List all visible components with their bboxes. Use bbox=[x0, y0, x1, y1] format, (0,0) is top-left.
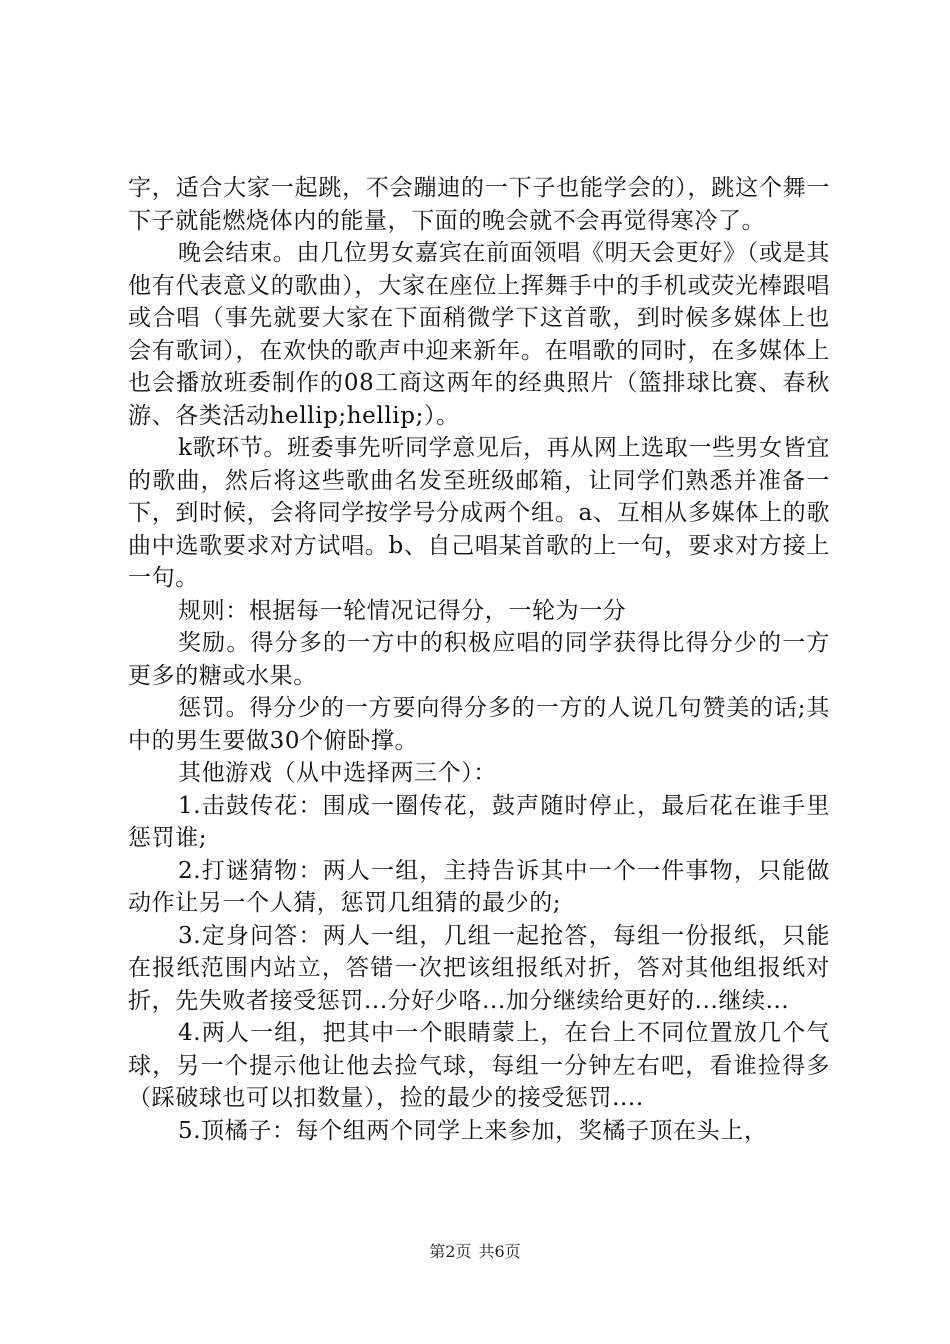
paragraph-karaoke: k歌环节。班委事先听同学意见后，再从网上选取一些男女皆宜的歌曲，然后将这些歌曲名发至班级邮箱，让同学们熟悉并准备一下，到时候，会将同学按学号分成两个组。a、互相从多媒体上的歌曲中选歌要求对方试唱。b、自己唱某首歌的上一句，要求对方接上一句。 bbox=[128, 435, 830, 591]
paragraph-other-games: 其他游戏（从中选择两三个）： bbox=[178, 760, 497, 786]
page-total: 共6页 bbox=[478, 1242, 521, 1261]
paragraph-reward: 奖励。得分多的一方中的积极应唱的同学获得比得分少的一方更多的糖或水果。 bbox=[128, 630, 830, 689]
page-number: 第2页 bbox=[429, 1242, 472, 1261]
paragraph-continuation: 字，适合大家一起跳，不会蹦迪的一下子也能学会的），跳这个舞一下子就能燃烧体内的能量，下面的晚会就不会再觉得寒冷了。 bbox=[128, 175, 830, 234]
list-item-game-5: 5.顶橘子：每个组两个同学上来参加，奖橘子顶在头上， bbox=[178, 1117, 768, 1144]
paragraph-party-end: 晚会结束。由几位男女嘉宾在前面领唱《明天会更好》（或是其他有代表意义的歌曲），大家在座位上挥舞手中的手机或荧光棒跟唱或合唱（事先就要大家在下面稍微学下这首歌，到时候多媒体上也会有歌词），在欢快的歌声中迎来新年。在唱歌的同时，在多媒体上也会播放班委制作的08工商这两年的经典照片（篮排球比赛、春秋游、各类活动hellip;hellip;）。 bbox=[128, 240, 830, 429]
list-item-game-3: 3.定身问答：两人一组，几组一起抢答，每组一份报纸，只能在报纸范围内站立，答错一次把该组报纸对折，答对其他组报纸对折，先失败者接受惩罚...分好少咯...加分继续给更好的...继续... bbox=[128, 922, 830, 1014]
paragraph-rules: 规则：根据每一轮情况记得分，一轮为一分 bbox=[178, 597, 627, 624]
list-item-game-1: 1.击鼓传花：围成一圈传花，鼓声随时停止，最后花在谁手里惩罚谁; bbox=[128, 792, 830, 851]
paragraph-penalty: 惩罚。得分少的一方要向得分多的一方的人说几句赞美的话;其中的男生要做30个俯卧撑。 bbox=[128, 695, 830, 754]
list-item-game-2: 2.打谜猜物：两人一组，主持告诉其中一个一件事物，只能做动作让另一个人猜，惩罚几组猜的最少的; bbox=[128, 857, 830, 916]
list-item-game-4: 4.两人一组，把其中一个眼睛蒙上，在台上不同位置放几个气球，另一个提示他让他去捡气球，每组一分钟左右吧，看谁捡得多（踩破球也可以扣数量），捡的最少的接受惩罚.... bbox=[128, 1020, 830, 1111]
document-body bbox=[128, 172, 830, 1147]
page-footer bbox=[0, 1242, 950, 1262]
